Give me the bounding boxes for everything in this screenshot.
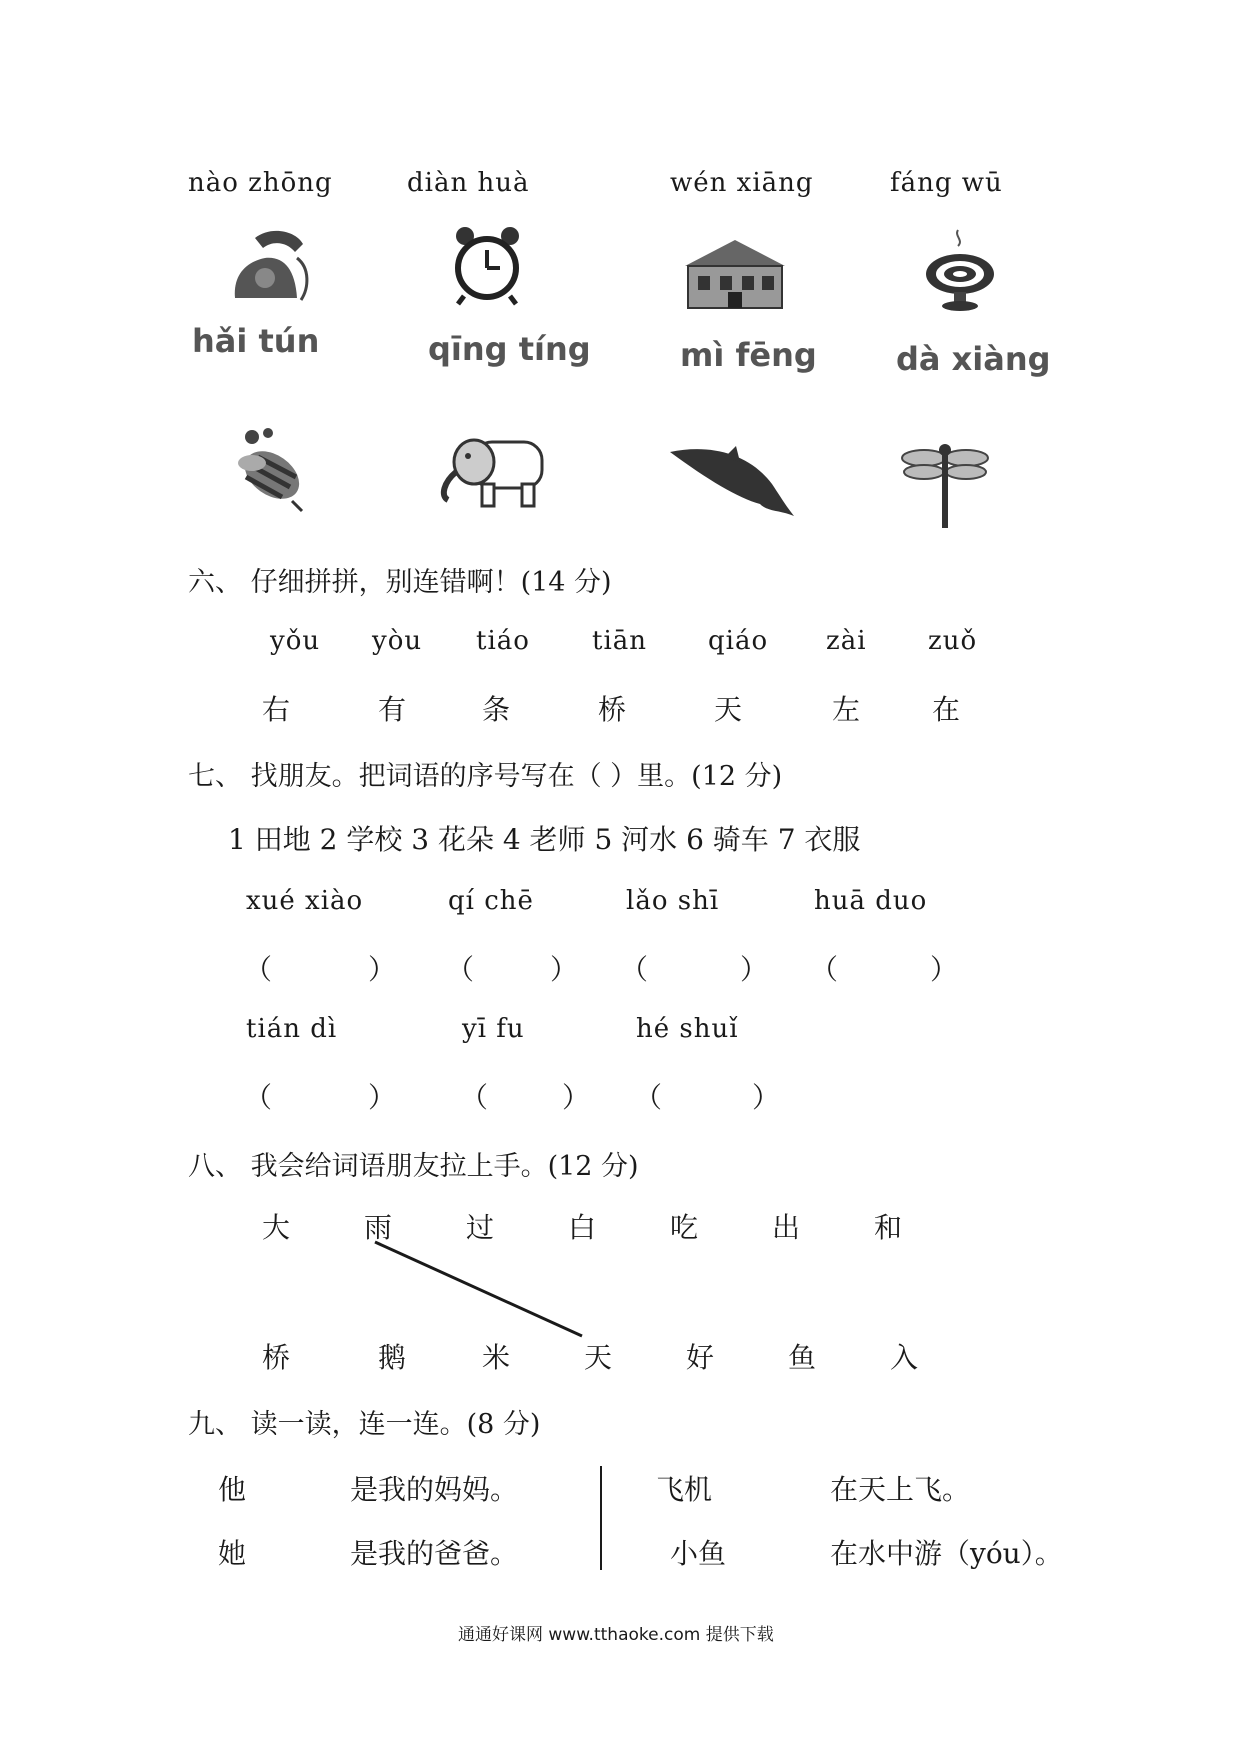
answer-blank-5-close: ）	[368, 1081, 397, 1114]
q7-pinyin-yifu: yī fu	[462, 1014, 525, 1044]
q6-char-7: 在	[932, 693, 961, 726]
q7-pinyin-laoshi: lǎo shī	[626, 886, 720, 916]
answer-blank-1-close: ）	[368, 953, 397, 986]
answer-blank-3-close: ）	[740, 953, 769, 986]
q9-right-subject-1: 飞机	[656, 1473, 713, 1506]
answer-blank-2-open: （	[446, 953, 475, 986]
answer-blank-7-close: ）	[752, 1081, 781, 1114]
answer-blank-3-open: （	[620, 953, 649, 986]
q8-top-1: 大	[262, 1211, 291, 1244]
q9-left-subject-2: 她	[218, 1537, 247, 1570]
q7-pinyin-xuexiao: xué xiào	[246, 886, 364, 916]
q7-pinyin-qiche: qí chē	[448, 886, 534, 916]
q6-char-5: 天	[714, 693, 743, 726]
q8-top-3: 过	[466, 1211, 495, 1244]
q9-divider	[600, 1466, 602, 1570]
q6-char-4: 桥	[598, 693, 627, 726]
pinyin-top-3: wén xiāng	[670, 168, 814, 198]
answer-blank-4-open: （	[810, 953, 839, 986]
q8-bottom-3: 米	[482, 1341, 511, 1374]
q6-char-6: 左	[832, 693, 861, 726]
footer-credit: 通通好课网 www.tthaoke.com 提供下载	[458, 1625, 774, 1645]
answer-blank-7-open: （	[634, 1081, 663, 1114]
q8-bottom-1: 桥	[262, 1341, 291, 1374]
pinyin-mid-1: hǎi tún	[192, 322, 320, 360]
q9-right-subject-2: 小鱼	[670, 1537, 727, 1570]
q6-pinyin-2: yòu	[372, 626, 423, 656]
answer-blank-6-close: ）	[562, 1081, 591, 1114]
q8-top-4: 白	[568, 1211, 597, 1244]
pinyin-mid-3: mì fēng	[680, 336, 817, 374]
q6-char-1: 右	[262, 693, 291, 726]
q7-pinyin-heshui: hé shuǐ	[636, 1014, 739, 1044]
q8-title: 八、 我会给词语朋友拉上手。(12 分)	[188, 1151, 639, 1182]
q7-pinyin-huaduo: huā duo	[814, 886, 928, 916]
q8-top-2: 雨	[364, 1211, 393, 1244]
q6-char-2: 有	[378, 693, 407, 726]
q9-left-predicate-2: 是我的爸爸。	[350, 1537, 519, 1570]
q6-title: 六、 仔细拼拼，别连错啊！(14 分)	[188, 567, 612, 598]
pinyin-top-2: diàn huà	[407, 168, 530, 198]
q6-pinyin-4: tiān	[592, 626, 648, 656]
q7-options: 1 田地 2 学校 3 花朵 4 老师 5 河水 6 骑车 7 衣服	[228, 823, 861, 856]
q8-top-6: 出	[772, 1211, 801, 1244]
q8-top-5: 吃	[670, 1211, 699, 1244]
q6-pinyin-1: yǒu	[270, 626, 321, 656]
q9-left-predicate-1: 是我的妈妈。	[350, 1473, 519, 1506]
q6-pinyin-5: qiáo	[708, 626, 769, 656]
q9-right-predicate-2: 在水中游（yóu）。	[830, 1537, 1063, 1570]
q6-char-3: 条	[482, 693, 511, 726]
answer-blank-1-open: （	[244, 953, 273, 986]
answer-blank-2-close: ）	[550, 953, 579, 986]
pinyin-mid-2: qīng tíng	[428, 330, 591, 368]
q9-right-predicate-1: 在天上飞。	[830, 1473, 971, 1506]
q9-left-subject-1: 他	[218, 1473, 247, 1506]
q8-bottom-5: 好	[686, 1341, 715, 1374]
q6-pinyin-7: zuǒ	[928, 626, 978, 656]
q8-bottom-2: 鹅	[378, 1341, 407, 1374]
q7-pinyin-tiandi: tián dì	[246, 1014, 338, 1044]
q6-pinyin-6: zài	[826, 626, 867, 656]
q8-top-7: 和	[874, 1211, 903, 1244]
q8-bottom-6: 鱼	[788, 1341, 817, 1374]
pinyin-mid-4: dà xiàng	[896, 340, 1051, 378]
q6-pinyin-3: tiáo	[476, 626, 530, 656]
pinyin-top-1: nào zhōng	[188, 168, 333, 198]
q9-title: 九、 读一读，连一连。(8 分)	[188, 1409, 541, 1440]
answer-blank-4-close: ）	[930, 953, 959, 986]
q8-bottom-4: 天	[584, 1341, 613, 1374]
answer-blank-6-open: （	[460, 1081, 489, 1114]
q8-bottom-7: 入	[890, 1341, 919, 1374]
pinyin-top-4: fáng wū	[890, 168, 1003, 198]
answer-blank-5-open: （	[244, 1081, 273, 1114]
q7-title: 七、 找朋友。把词语的序号写在（ ）里。(12 分)	[188, 761, 783, 792]
